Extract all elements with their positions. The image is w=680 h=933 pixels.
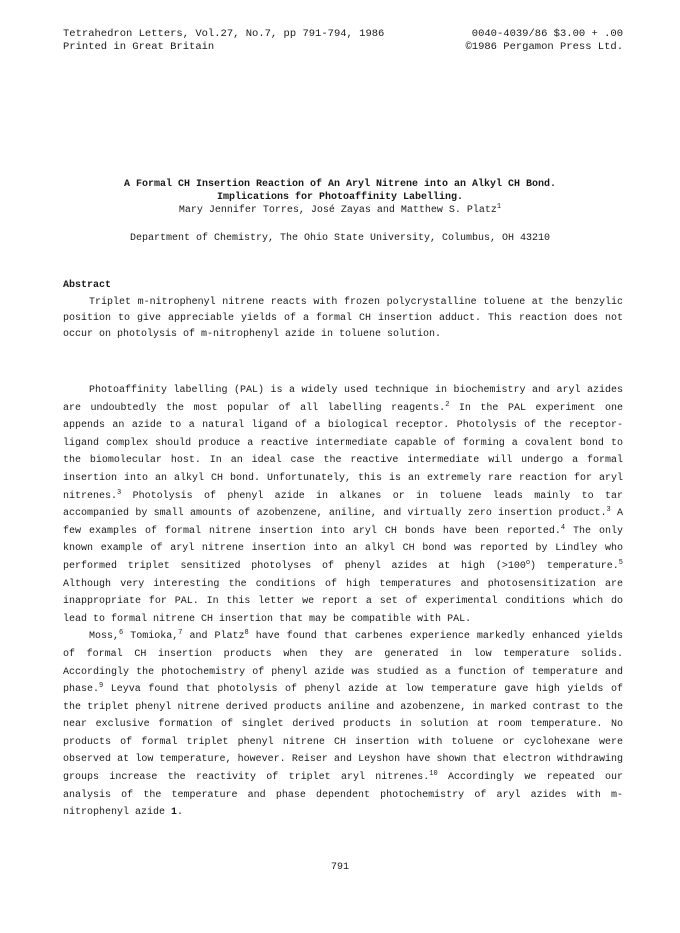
reference-marker: 2 xyxy=(445,400,450,409)
text-run: Tomioka, xyxy=(123,631,179,643)
reference-marker: 7 xyxy=(178,629,183,638)
text-run: Although very interesting the conditions of high temperatures and photosensitization are inappropriate for PAL. In this letter we report a set of experimental conditions which do lead to formal nitrene CH insertion that may be compatible with PAL. xyxy=(63,578,623,625)
reference-marker: 10 xyxy=(429,770,438,779)
text-run: and Platz xyxy=(182,631,245,643)
reference-marker: 4 xyxy=(560,523,566,532)
reference-marker: 9 xyxy=(99,682,104,691)
title-block xyxy=(0,178,680,245)
paragraph-2 xyxy=(63,628,623,822)
issn-price: 0040-4039/86 $3.00 + .00 xyxy=(471,28,623,40)
reference-marker: 3 xyxy=(606,506,611,515)
body-text xyxy=(63,382,623,822)
abstract-text: Triplet m-nitrophenyl nitrene reacts with frozen polycrystalline toluene at the benzylic position to give appreciable yields of a formal CH insertion adduct. This reaction does not occur on photolysis of m-nitrophenyl azide in toluene solution. xyxy=(63,297,623,340)
printed-in: Printed in Great Britain xyxy=(63,41,215,53)
text-run: Leyva found that photolysis of phenyl azide at low temperature gave high yields of the triplet phenyl nitrene derived products aniline and azobenzene, in marked contrast to the near exclusive formation of singlet derived products in solution at room temperature. No products of formal triplet phenyl nitrene CH insertion with toluene or cyclohexane were observed at low temperature, however. Reiser and Leyshon have shown that electron withdrawing groups increase the reactivity of triplet aryl nitrenes. xyxy=(63,684,623,784)
text-run: In the PAL experiment one appends an azide to a natural ligand of a biological receptor. Photolysis of the receptor-ligand complex should produce a reactive intermediate capable of forming a covalent bond to the biomolecular host. In an ideal case the reactive intermediate will undergo a formal insertion into an alkyl CH bond. Unfortunately, this is an extremely rare reaction for aryl nitrenes. xyxy=(63,402,623,502)
text-run: Photolysis of phenyl azide in alkanes or in toluene leads mainly to tar accompanied by small amounts of azobenzene, aniline, and virtually zero insertion product. xyxy=(63,490,623,520)
text-run: Photoaffinity labelling (PAL) is a widely used technique in biochemistry and aryl azides are undoubtedly the most popular of all labelling reagents. xyxy=(63,385,623,414)
reference-marker: 6 xyxy=(119,629,124,638)
degree-marker: o xyxy=(525,558,531,567)
reference-marker: 5 xyxy=(618,558,623,567)
text-run: have found that carbenes experience markedly enhanced yields of formal CH insertion products when they are generated in low temperature solids. Accordingly the photochemistry of phenyl azide was studied as a function of temperature and phase. xyxy=(63,631,623,696)
text-run: ) temperature. xyxy=(530,560,619,572)
authors: Mary Jennifer Torres, José Zayas and Matthew S. Platz xyxy=(178,205,497,216)
text-run: Accordingly we repeated our analysis of the temperature and phase dependent photochemistry of aryl azides with m-nitrophenyl azide xyxy=(63,772,624,819)
paper-subtitle: Implications for Photoaffinity Labelling. xyxy=(216,192,464,203)
compound-number: 1 xyxy=(171,807,178,819)
affiliation: Department of Chemistry, The Ohio State University, Columbus, OH 43210 xyxy=(129,233,551,244)
journal-citation: Tetrahedron Letters, Vol.27, No.7, pp 791-794, 1986 xyxy=(63,28,385,40)
paragraph-1 xyxy=(63,382,623,628)
author-list xyxy=(0,204,680,217)
paper-title: A Formal CH Insertion Reaction of An Aryl Nitrene into an Alkyl CH Bond. xyxy=(123,179,557,190)
copyright: ©1986 Pergamon Press Ltd. xyxy=(465,41,623,53)
text-run: Moss, xyxy=(89,631,120,643)
page-number: 791 xyxy=(330,862,349,873)
text-run: A few examples of formal nitrene insertion into aryl CH bonds have been reported. xyxy=(63,508,623,537)
abstract-heading: Abstract xyxy=(63,280,112,291)
text-run: . xyxy=(177,807,184,819)
reference-marker: 8 xyxy=(244,629,249,638)
text-run: The only known example of aryl nitrene insertion into an alkyl CH bond was reported by Lindley who performed triplet sensitized photolyses of phenyl azides at high (>100 xyxy=(63,525,623,572)
reference-marker: 3 xyxy=(117,488,122,497)
journal-header xyxy=(63,28,623,54)
author-footnote-marker: 1 xyxy=(496,203,502,211)
abstract xyxy=(63,295,623,343)
